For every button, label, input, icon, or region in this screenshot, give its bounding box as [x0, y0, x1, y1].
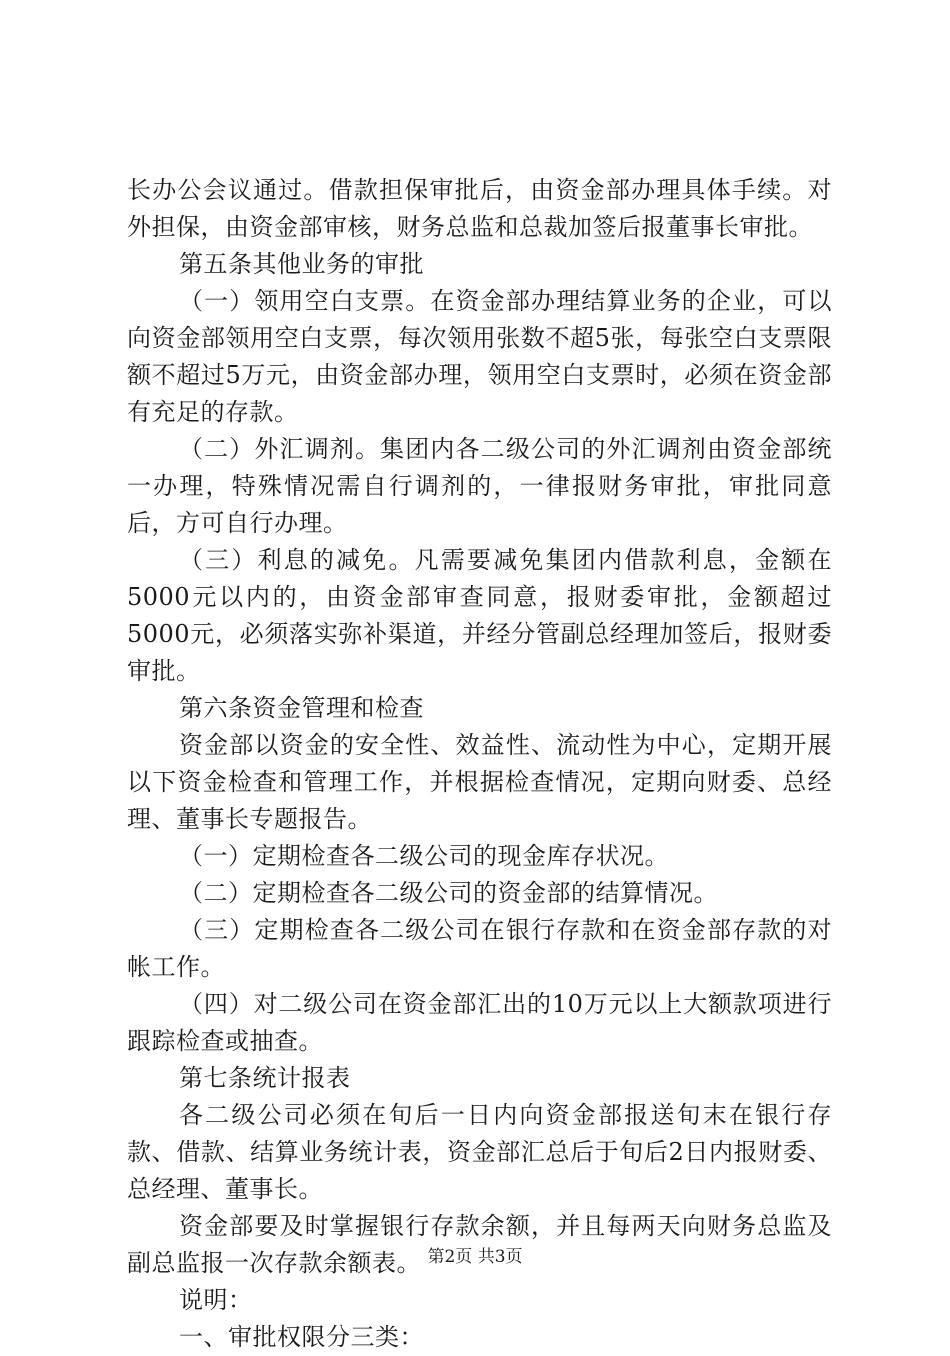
document-body [127, 172, 832, 1356]
paragraph-check-settlement: （二）定期检查各二级公司的资金部的结算情况。 [179, 879, 718, 907]
paragraph-blank-checks: （一）领用空白支票。在资金部办理结算业务的企业，可以向资金部领用空白支票，每次领用张数不超5张，每张空白支票限额不超过5万元，由资金部办理，领用空白支票时，必须在资金部有充足的存款。 [127, 287, 832, 426]
section-heading-article-5: 第五条其他业务的审批 [179, 250, 424, 278]
paragraph-check-reconciliation: （三）定期检查各二级公司在银行存款和在资金部存款的对帐工作。 [127, 916, 832, 981]
paragraph-interest-waiver: （三）利息的减免。凡需要减免集团内借款利息，金额在5000元以内的，由资金部审查同意，报财委审批，金额超过5000元，必须落实弥补渠道，并经分管副总经理加签后，报财委审批。 [127, 546, 832, 685]
paragraph-fund-management: 资金部以资金的安全性、效益性、流动性为中心，定期开展以下资金检查和管理工作，并根据检查情况，定期向财委、总经理、董事长专题报告。 [127, 731, 832, 833]
paragraph-check-cash: （一）定期检查各二级公司的现金库存状况。 [179, 842, 669, 870]
paragraph-note-item-1: 一、审批权限分三类： [179, 1323, 424, 1351]
paragraph-large-remittance: （四）对二级公司在资金部汇出的10万元以上大额款项进行跟踪检查或抽查。 [127, 990, 832, 1055]
paragraph-continuation: 长办公会议通过。借款担保审批后，由资金部办理具体手续。对外担保，由资金部审核，财务总监和总裁加签后报董事长审批。 [127, 176, 832, 241]
paragraph-statistics-report: 各二级公司必须在旬后一日内向资金部报送旬末在银行存款、借款、结算业务统计表，资金部汇总后于旬后2日内报财委、总经理、董事长。 [127, 1101, 832, 1203]
section-heading-article-7: 第七条统计报表 [179, 1064, 351, 1092]
section-heading-article-6: 第六条资金管理和检查 [179, 694, 424, 722]
paragraph-note-heading: 说明： [179, 1286, 253, 1314]
paragraph-balance-report: 资金部要及时掌握银行存款余额，并且每两天向财务总监及副总监报一次存款余额表。 [127, 1212, 832, 1277]
paragraph-foreign-exchange: （二）外汇调剂。集团内各二级公司的外汇调剂由资金部统一办理，特殊情况需自行调剂的，一律报财务审批，审批同意后，方可自行办理。 [127, 435, 832, 537]
page-footer: 第2页 共3页 [427, 1247, 523, 1267]
